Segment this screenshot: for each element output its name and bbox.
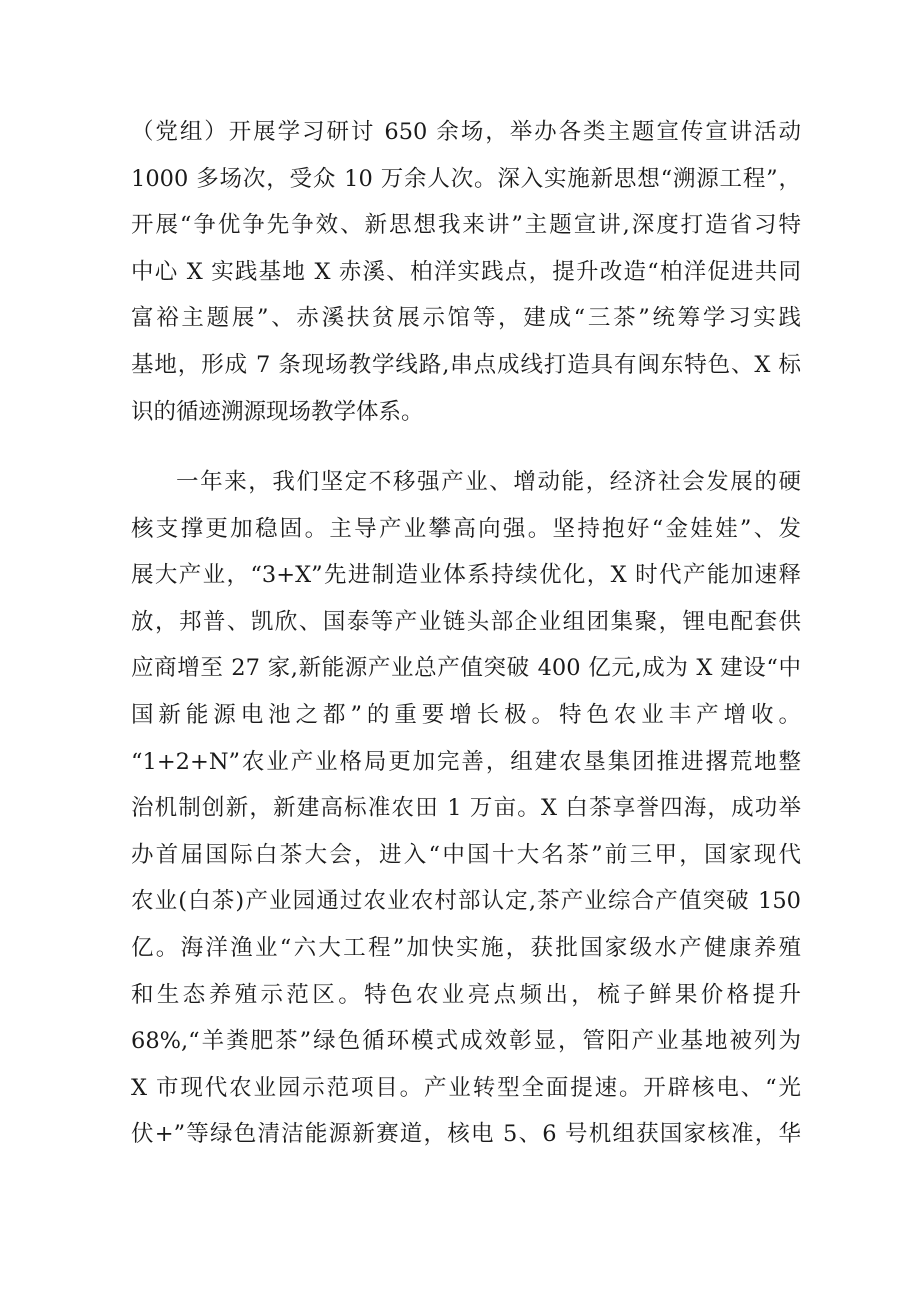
paragraph-line: 办首届国际白茶大会，进入“中国十大名茶”前三甲，国家现代 [131, 841, 801, 868]
paragraph-line: 识的循迹溯源现场教学体系。 [131, 398, 424, 425]
paragraph-line [131, 1158, 801, 1205]
paragraph-line: 68%,“羊粪肥茶”绿色循环模式成效彰显，管阳产业基地被列为 [131, 1028, 801, 1055]
paragraph-line: 放，邦普、凯欣、国泰等产业链头部企业组团集聚，锂电配套供 [131, 608, 801, 635]
paragraph-1 [131, 109, 801, 435]
paragraph-line: 富裕主题展”、赤溪扶贫展示馆等，建成“三茶”统筹学习实践 [131, 305, 801, 332]
paragraph-line: 开展“争优争先争效、新思想我来讲”主题宣讲,深度打造省习特 [131, 212, 801, 239]
paragraph-line: 基地，形成 7 条现场教学线路,串点成线打造具有闽东特色、X 标 [131, 351, 801, 378]
paragraph-line: 应商增至 27 家,新能源产业总产值突破 400 亿元,成为 X 建设“中 [131, 655, 801, 682]
paragraph-line: 治机制创新，新建高标准农田 1 万亩。X 白茶享誉四海，成功举 [131, 795, 801, 822]
paragraph-line: 国新能源电池之都”的重要增长极。特色农业丰产增收。 [131, 701, 801, 728]
paragraph-line: X 市现代农业园示范项目。产业转型全面提速。开辟核电、“光 [131, 1074, 801, 1101]
paragraph-2 [131, 459, 801, 1205]
paragraph-line: （党组）开展学习研讨 650 余场，举办各类主题宣传宣讲活动 [131, 119, 801, 145]
paragraph-line: 展大产业，“3+X”先进制造业体系持续优化，X 时代产能加速释 [131, 562, 801, 589]
paragraph-line: 农业(白茶)产业园通过农业农村部认定,茶产业综合产值突破 150 [131, 888, 801, 915]
paragraph-line: 核支撑更加稳固。主导产业攀高向强。坚持抱好“金娃娃”、发 [131, 515, 801, 542]
paragraph-line: “1+2+N”农业产业格局更加完善，组建农垦集团推进撂荒地整 [131, 748, 801, 775]
paragraph-line: 1000 多场次，受众 10 万余人次。深入实施新思想“溯源工程”， [131, 165, 801, 192]
paragraph-line: 亿。海洋渔业“六大工程”加快实施，获批国家级水产健康养殖 [131, 934, 801, 961]
paragraph-line: 中心 X 实践基地 X 赤溪、柏洋实践点，提升改造“柏洋促进共同 [131, 258, 801, 285]
paragraph-line: 伏+”等绿色清洁能源新赛道，核电 5、6 号机组获国家核准，华 [131, 1121, 801, 1148]
paragraph-line: 和生态养殖示范区。特色农业亮点频出，梳子鲜果价格提升 [131, 981, 801, 1008]
paragraph-line: 一年来，我们坚定不移强产业、增动能，经济社会发展的硬 [176, 469, 801, 495]
